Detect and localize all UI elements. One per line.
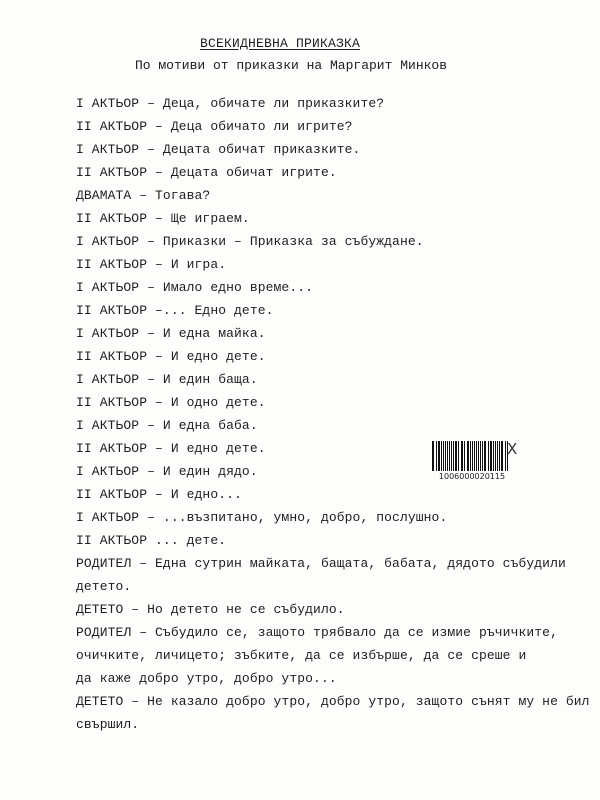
dialogue-line: II АКТЬОР – Деца обичато ли игрите? <box>76 119 353 134</box>
dialogue-line: II АКТЬОР – И едно... <box>76 487 242 502</box>
dialogue-line: I АКТЬОР – Приказки – Приказка за събуждане. <box>76 234 424 249</box>
dialogue-line: I АКТЬОР – И един баща. <box>76 372 258 387</box>
dialogue-line: II АКТЬОР – И игра. <box>76 257 227 272</box>
dialogue-line: II АКТЬОР – И едно дете. <box>76 441 266 456</box>
dialogue-line: I АКТЬОР – И една баба. <box>76 418 258 433</box>
dialogue-line: I АКТЬОР – И една майка. <box>76 326 266 341</box>
barcode-label <box>426 441 518 483</box>
dialogue-line: I АКТЬОР – Имало едно време... <box>76 280 314 295</box>
barcode-bar <box>443 441 444 471</box>
dialogue-line: свършил. <box>76 717 140 732</box>
dialogue-line: II АКТЬОР ... дете. <box>76 533 227 548</box>
barcode-bar <box>497 441 498 471</box>
dialogue-line: I АКТЬОР – Децата обичат приказките. <box>76 142 361 157</box>
dialogue-line: РОДИТЕЛ – Една сутрин майката, бащата, бабата, дядото събудили <box>76 556 566 571</box>
dialogue-line: II АКТЬОР – Децата обичат игрите. <box>76 165 337 180</box>
handwritten-x-mark: X <box>507 440 518 458</box>
dialogue-line: I АКТЬОР – ...възпитано, умно, добро, послушно. <box>76 510 448 525</box>
dialogue-line: ДВАМАТА – Тогава? <box>76 188 211 203</box>
dialogue-line: детето. <box>76 579 132 594</box>
dialogue-line: II АКТЬОР –... Едно дете. <box>76 303 274 318</box>
dialogue-line: да каже добро утро, добро утро... <box>76 671 337 686</box>
dialogue-line: I АКТЬОР – И един дядо. <box>76 464 258 479</box>
dialogue-line: I АКТЬОР – Деца, обичате ли приказките? <box>76 96 385 111</box>
document-subtitle: По мотиви от приказки на Маргарит Минков <box>134 58 448 73</box>
dialogue-line: ДЕТЕТО – Но детето не се събудило. <box>76 602 345 617</box>
barcode-bar <box>472 441 473 471</box>
dialogue-line: ДЕТЕТО – Не казало добро утро, добро утро, защото сънят му не бил <box>76 694 590 709</box>
barcode-number: 1006000020115 <box>438 472 506 481</box>
barcode-bar <box>458 441 459 471</box>
document-title <box>0 36 560 51</box>
document-title-text: ВСЕКИДНЕВНА ПРИКАЗКА <box>199 36 361 51</box>
barcode-bars <box>432 441 508 471</box>
dialogue-line: II АКТЬОР – И едно дете. <box>76 349 266 364</box>
dialogue-line: очичките, личицето; зъбките, да се избърше, да се среше и <box>76 648 527 663</box>
dialogue-line: II АКТЬОР – Ще играем. <box>76 211 250 226</box>
dialogue-line: РОДИТЕЛ – Събудило се, защото трябвало да се измие ръчичките, <box>76 625 558 640</box>
dialogue-line: II АКТЬОР – И одно дете. <box>76 395 266 410</box>
